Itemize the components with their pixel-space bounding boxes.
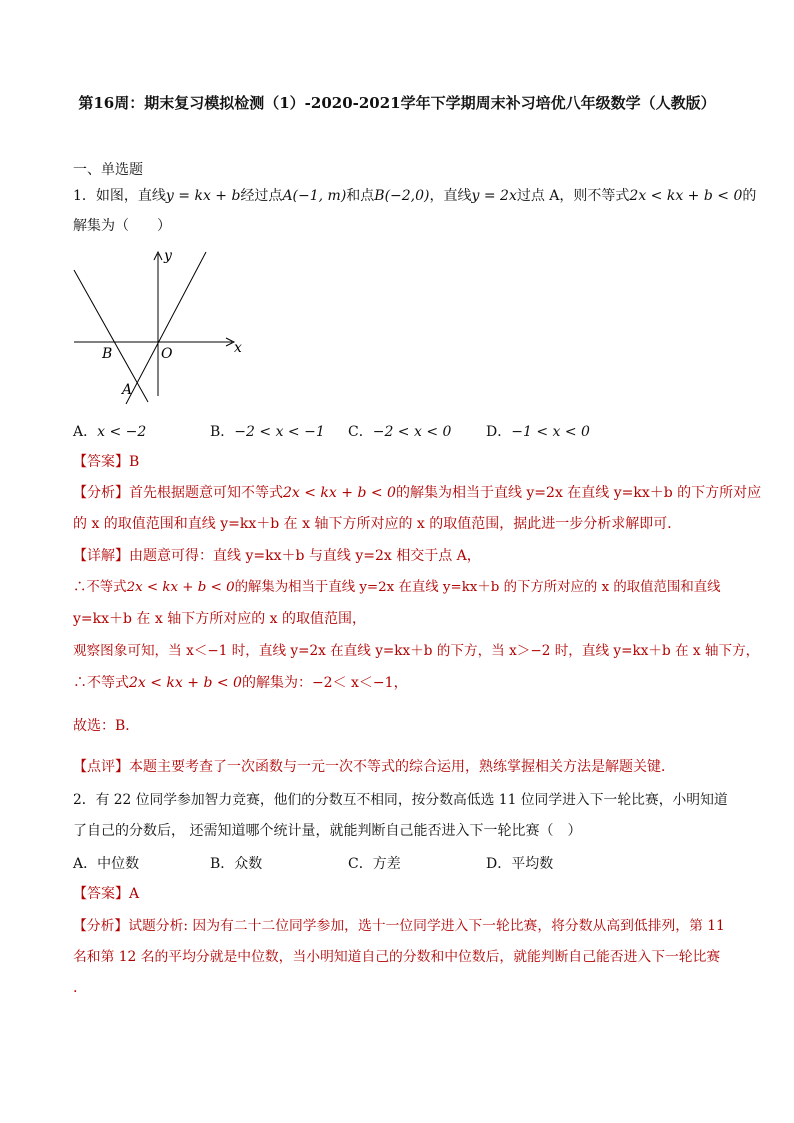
option-text: 方差	[372, 856, 401, 872]
answer-tag: 【答案】	[73, 454, 129, 470]
q1-option-c[interactable]	[348, 421, 451, 441]
line-kx-plus-b	[74, 270, 148, 402]
label-a: A	[122, 382, 133, 398]
q1-detail-line5	[73, 673, 408, 693]
answer-value: B	[129, 454, 140, 470]
q2-analysis-line3: .	[73, 980, 78, 996]
q2-option-d[interactable]	[486, 853, 553, 873]
q1-option-a[interactable]	[73, 421, 146, 441]
q1-graph	[66, 244, 256, 406]
section-heading: 一、单选题	[73, 162, 143, 178]
label-y: y	[164, 248, 172, 264]
q1-analysis-line2: 的 x 的取值范围和直线 y=kx＋b 在 x 轴下方所对应的 x 的取值范围，据此进一步分析求解即可．	[73, 516, 682, 532]
comment-tag: 【点评】	[73, 759, 129, 775]
detail-tag: 【详解】	[73, 548, 129, 564]
q2-stem-line1: 2．有 22 位同学参加智力竞赛，他们的分数互不相同，按分数高低选 11 位同学进入下一轮比赛，小明知道	[73, 792, 728, 808]
q1-choose: 故选：B．	[73, 718, 140, 734]
line-2x	[126, 252, 206, 404]
option-expr: x < −2	[97, 424, 147, 440]
q1-stem-text: 经过点	[240, 188, 283, 204]
analysis-text: 试题分析: 因为有二十二位同学参加，选十一位同学进入下一轮比赛，将分数从高到低排列，第 11	[128, 918, 725, 934]
analysis-text: 的解集为相当于直线 y=2x 在直线 y=kx＋b 的下方所对应	[395, 485, 762, 501]
option-letter: B．	[210, 424, 235, 440]
q1-detail-line1	[73, 546, 481, 566]
analysis-tag: 【分析】	[73, 918, 129, 934]
option-letter: A．	[73, 424, 98, 440]
q1-stem-text: 1．如图，直线	[73, 188, 166, 204]
q2-stem-line2: 了自己的分数后， 还需知道哪个统计量，就能判断自己能否进入下一轮比赛（ ）	[73, 823, 582, 839]
option-expr: −1 < x < 0	[511, 424, 590, 440]
detail-text: ∴不等式	[73, 580, 127, 595]
q1-answer	[73, 452, 139, 472]
q2-answer	[73, 884, 139, 904]
q1-formula-line1: y = kx + b	[165, 188, 241, 204]
q1-inequality: 2x < kx + b < 0	[629, 188, 743, 204]
option-letter: D．	[486, 856, 512, 872]
q1-analysis-line1	[73, 483, 761, 503]
q1-stem-text: 和点	[346, 188, 375, 204]
detail-formula: 2x < kx + b < 0	[129, 675, 242, 691]
q1-option-b[interactable]	[210, 421, 325, 441]
q2-option-c[interactable]	[348, 853, 401, 873]
comment-text: 本题主要考查了一次函数与一元一次不等式的综合运用，熟练掌握相关方法是解题关键．	[129, 759, 675, 775]
q1-point-a: A(−1, m)	[282, 188, 347, 204]
answer-tag: 【答案】	[73, 886, 129, 902]
label-b: B	[102, 346, 113, 362]
label-o: O	[161, 346, 173, 362]
option-letter: D．	[486, 424, 512, 440]
q1-option-d[interactable]	[486, 421, 590, 441]
page-title: 第16周：期末复习模拟检测（1）-2020-2021学年下学期周末补习培优八年级数学（人教版）	[78, 94, 716, 112]
option-letter: A．	[73, 856, 98, 872]
q1-detail-line3: y=kx＋b 在 x 轴下方所对应的 x 的取值范围，	[73, 611, 367, 627]
option-letter: B．	[210, 856, 235, 872]
q1-stem-text: ，直线	[429, 188, 472, 204]
q1-formula-line2: y = 2x	[471, 188, 517, 204]
analysis-formula: 2x < kx + b < 0	[283, 485, 396, 501]
option-letter: C．	[348, 424, 373, 440]
detail-text: 由题意可得：直线 y=kx＋b 与直线 y=2x 相交于点 A，	[129, 548, 481, 564]
q1-stem-text: 过点 A，则不等式	[516, 188, 630, 204]
option-expr: −2 < x < −1	[234, 424, 325, 440]
label-x: x	[234, 340, 242, 356]
q2-analysis-line2: 名和第 12 名的平均分就是中位数，当小明知道自己的分数和中位数后，就能判断自己能否进入下一轮比赛	[73, 949, 721, 965]
q1-stem-line2: 解集为（ ）	[73, 218, 171, 234]
q1-stem-text: 的	[742, 188, 757, 204]
q2-analysis-line1	[73, 916, 725, 936]
option-text: 众数	[234, 856, 263, 872]
q1-stem-line1	[73, 186, 756, 206]
option-letter: C．	[348, 856, 373, 872]
q1-detail-line2	[73, 578, 721, 598]
option-text: 平均数	[511, 856, 554, 872]
q2-option-b[interactable]	[210, 853, 262, 873]
detail-text: 的解集为相当于直线 y=2x 在直线 y=kx＋b 的下方所对应的 x 的取值范围和直线	[234, 580, 721, 595]
detail-formula: 2x < kx + b < 0	[126, 580, 235, 595]
option-expr: −2 < x < 0	[372, 424, 452, 440]
detail-text: ∴不等式	[73, 675, 129, 691]
q1-detail-line4: 观察图象可知，当 x＜−1 时，直线 y=2x 在直线 y=kx＋b 的下方，当 x＞−2 时，直线 y=kx＋b 在 x 轴下方，	[73, 643, 760, 659]
detail-text: 的解集为：−2＜ x＜−1，	[241, 675, 408, 691]
analysis-text: 首先根据题意可知不等式	[129, 485, 283, 501]
answer-value: A	[129, 886, 140, 902]
option-text: 中位数	[97, 856, 140, 872]
q2-option-a[interactable]	[73, 853, 139, 873]
q1-comment	[73, 757, 675, 777]
q1-point-b: B(−2,0)	[374, 188, 430, 204]
analysis-tag: 【分析】	[73, 485, 129, 501]
